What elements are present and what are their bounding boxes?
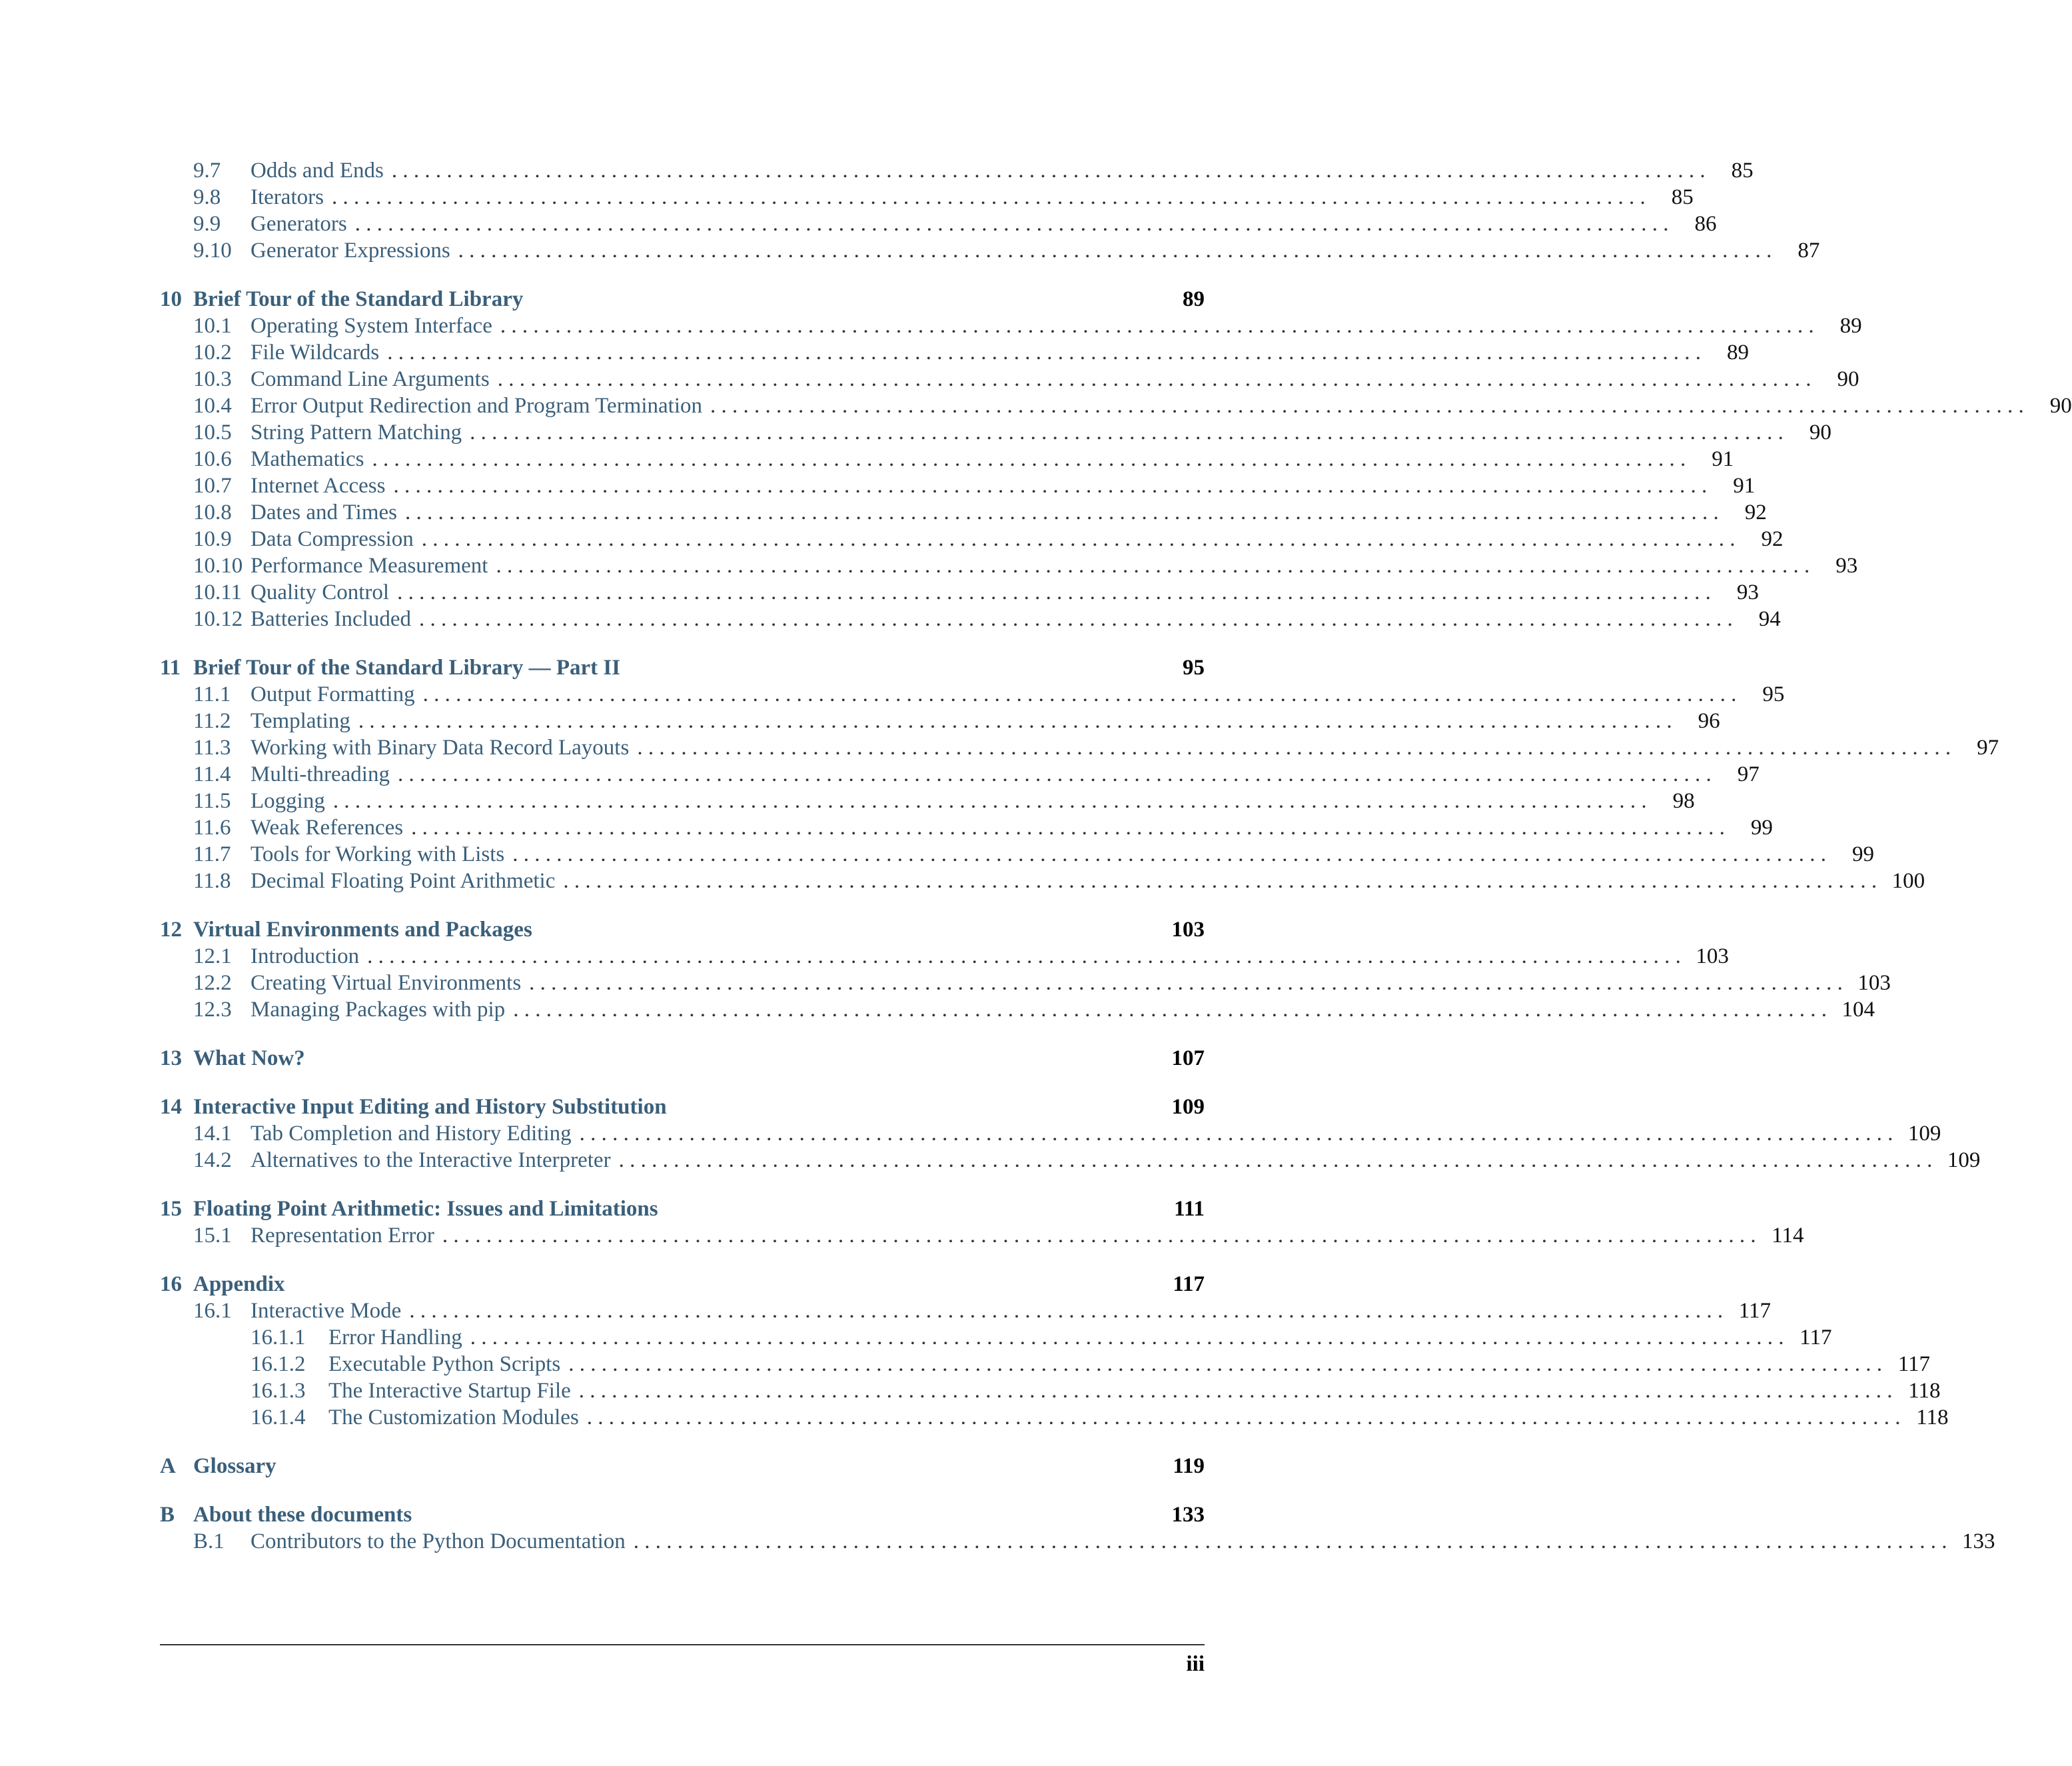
- toc-chap-link[interactable]: About these documents: [193, 1503, 412, 1527]
- toc-sec-number: 10.4: [193, 394, 232, 418]
- toc-chap-page-number: 117: [1173, 1272, 1205, 1296]
- toc-sec-number: 10.5: [193, 421, 232, 444]
- toc-sec-number: 10.3: [193, 367, 232, 391]
- dot-leader: . . . . . . . . . . . . . . . . . . . . . . . . . . . . . . . . . . . . . . . . . . . . . . . . . . . . . . . . . . . . . . . . . . . . . . . . . . . . . . . . . . . . . . . . . . . . . . . . . . . . . . . . . . . . . . . . . . . . . . . .: [421, 527, 1736, 551]
- toc-chapter-block: [160, 1196, 1804, 1249]
- dot-leader: . . . . . . . . . . . . . . . . . . . . . . . . . . . . . . . . . . . . . . . . . . . . . . . . . . . . . . . . . . . . . . . . . . . . . . . . . . . . . . . . . . . . . . . . . . . . . . . . . . . . . . . . . . . . . . . . . . . . . . . .: [633, 1529, 1947, 1553]
- toc-sec-link[interactable]: Interactive Mode: [251, 1299, 402, 1323]
- toc-sec-number: 10.2: [193, 341, 232, 365]
- toc-sub-link[interactable]: Executable Python Scripts: [328, 1352, 561, 1376]
- toc-sec-number: 12.1: [193, 944, 232, 968]
- toc-sec-page-number: 90: [1837, 367, 1859, 391]
- toc-sec-page-number: 92: [1744, 500, 1767, 524]
- toc-chap-link[interactable]: Appendix: [193, 1272, 285, 1296]
- toc-sec-link[interactable]: File Wildcards: [251, 341, 380, 365]
- toc-sec-page-number: 98: [1672, 789, 1695, 813]
- toc-sec-page-number: 93: [1736, 580, 1759, 604]
- toc-sec-page-number: 109: [1907, 1122, 1941, 1146]
- toc-sec-entry[interactable]: [160, 970, 1891, 996]
- dot-leader: . . . . . . . . . . . . . . . . . . . . . . . . . . . . . . . . . . . . . . . . . . . . . . . . . . . . . . . . . . . . . . . . . . . . . . . . . . . . . . . . . . . . . . . . . . . . . . . . . . . . . . . . . . . . . . . . . . . . . . . .: [497, 367, 1812, 391]
- toc-sec-link[interactable]: Templating: [251, 709, 350, 733]
- dot-leader: . . . . . . . . . . . . . . . . . . . . . . . . . . . . . . . . . . . . . . . . . . . . . . . . . . . . . . . . . . . . . . . . . . . . . . . . . . . . . . . . . . . . . . . . . . . . . . . . . . . . . . . . . . . . . . . . . . . . . . . .: [331, 185, 1646, 209]
- dot-leader: . . . . . . . . . . . . . . . . . . . . . . . . . . . . . . . . . . . . . . . . . . . . . . . . . . . . . . . . . . . . . . . . . . . . . . . . . . . . . . . . . . . . . . . . . . . . . . . . . . . . . . . . . . . . . . . . . . . . . . . .: [512, 842, 1827, 866]
- toc-sec-link[interactable]: Batteries Included: [251, 607, 411, 631]
- toc-sec-page-number: 85: [1731, 159, 1754, 183]
- toc-sec-link[interactable]: Output Formatting: [251, 682, 415, 706]
- toc-sec-number: 16.1: [193, 1299, 232, 1323]
- toc-sub-number: 16.1.1: [251, 1325, 306, 1349]
- toc-sec-entry[interactable]: [160, 868, 1925, 894]
- dot-leader: . . . . . . . . . . . . . . . . . . . . . . . . . . . . . . . . . . . . . . . . . . . . . . . . . . . . . . . . . . . . . . . . . . . . . . . . . . . . . . . . . . . . . . . . . . . . . . . . . . . . . . . . . . . . . . . . . . . . . . . .: [470, 421, 1784, 444]
- toc-sec-link[interactable]: Representation Error: [251, 1224, 434, 1248]
- toc-sec-page-number: 93: [1835, 554, 1858, 578]
- toc-sec-link[interactable]: Contributors to the Python Documentation: [251, 1529, 626, 1553]
- toc-chap-link[interactable]: Virtual Environments and Packages: [193, 918, 532, 942]
- dot-leader: . . . . . . . . . . . . . . . . . . . . . . . . . . . . . . . . . . . . . . . . . . . . . . . . . . . . . . . . . . . . . . . . . . . . . . . . . . . . . . . . . . . . . . . . . . . . . . . . . . . . . . . . . . . . . . . . . . . . . . . .: [411, 816, 1725, 840]
- toc-sec-link[interactable]: Introduction: [251, 944, 360, 968]
- toc-chapter-block: [160, 916, 1891, 1023]
- toc-sec-link[interactable]: Decimal Floating Point Arithmetic: [251, 869, 556, 893]
- toc-sec-page-number: 91: [1712, 447, 1734, 471]
- toc-sub-entry[interactable]: [160, 1377, 1941, 1404]
- toc-sec-number: 11.3: [193, 736, 231, 760]
- toc-sec-page-number: 90: [1809, 421, 1831, 444]
- toc-chap-entry[interactable]: [160, 1501, 1205, 1528]
- toc-sec-link[interactable]: Internet Access: [251, 474, 386, 498]
- toc-sec-entry[interactable]: [160, 552, 1858, 579]
- dot-leader: . . . . . . . . . . . . . . . . . . . . . . . . . . . . . . . . . . . . . . . . . . . . . . . . . . . . . . . . . . . . . . . . . . . . . . . . . . . . . . . . . . . . . . . . . . . . . . . . . . . . . . . . . . . . . . . . . . . . . . . .: [387, 341, 1702, 365]
- toc-sec-entry[interactable]: [160, 681, 1785, 708]
- toc-chap-link[interactable]: Interactive Input Editing and History Substitution: [193, 1095, 667, 1119]
- toc-chap-entry[interactable]: [160, 1453, 1205, 1479]
- dot-leader: . . . . . . . . . . . . . . . . . . . . . . . . . . . . . . . . . . . . . . . . . . . . . . . . . . . . . . . . . . . . . . . . . . . . . . . . . . . . . . . . . . . . . . . . . . . . . . . . . . . . . . . . . . . . . . . . . . . . . . . .: [568, 1352, 1883, 1376]
- toc-sec-entry[interactable]: [160, 788, 1695, 814]
- toc-sec-entry[interactable]: [160, 157, 1754, 184]
- toc-sec-number: 10.8: [193, 500, 232, 524]
- dot-leader: . . . . . . . . . . . . . . . . . . . . . . . . . . . . . . . . . . . . . . . . . . . . . . . . . . . . . . . . . . . . . . . . . . . . . . . . . . . . . . . . . . . . . . . . . . . . . . . . . . . . . . . . . . . . . . . . . . . . . . . .: [372, 447, 1686, 471]
- toc-sec-link[interactable]: Quality Control: [251, 580, 390, 604]
- toc-chap-page-number: 133: [1171, 1503, 1205, 1527]
- dot-leader: . . . . . . . . . . . . . . . . . . . . . . . . . . . . . . . . . . . . . . . . . . . . . . . . . . . . . . . . . . . . . . . . . . . . . . . . . . . . . . . . . . . . . . . . . . . . . . . . . . . . . . . . . . . . . . . . . . . . . . . .: [637, 736, 1951, 760]
- toc-sec-entry[interactable]: [160, 1298, 1772, 1324]
- toc-sec-page-number: 85: [1671, 185, 1694, 209]
- dot-leader: . . . . . . . . . . . . . . . . . . . . . . . . . . . . . . . . . . . . . . . . . . . . . . . . . . . . . . . . . . . . . . . . . . . . . . . . . . . . . . . . . . . . . . . . . . . . . . . . . . . . . . . . . . . . . . . . . . . . . . . .: [442, 1224, 1756, 1248]
- toc-sec-number: 10.9: [193, 527, 232, 551]
- table-of-contents: [160, 157, 2072, 1577]
- toc-sub-entry[interactable]: [160, 1404, 1949, 1431]
- toc-sec-number: 10.6: [193, 447, 232, 471]
- toc-sec-entry[interactable]: [160, 996, 1875, 1023]
- toc-sub-page-number: 117: [1800, 1325, 1832, 1349]
- toc-sec-number: 9.10: [193, 239, 232, 263]
- page-number: iii: [1186, 1652, 1205, 1676]
- toc-sec-number: 10.1: [193, 314, 232, 338]
- toc-sub-page-number: 118: [1916, 1405, 1949, 1429]
- toc-sec-page-number: 94: [1758, 607, 1781, 631]
- toc-sec-link[interactable]: Weak References: [251, 816, 404, 840]
- footer-rule: [160, 1644, 1205, 1645]
- toc-chap-number: B: [160, 1503, 175, 1527]
- toc-sec-entry[interactable]: [160, 419, 1831, 446]
- toc-sec-entry[interactable]: [160, 237, 1820, 264]
- toc-sec-link[interactable]: Generators: [251, 212, 347, 236]
- toc-chapter-block: [160, 1501, 1995, 1555]
- toc-sec-entry[interactable]: [160, 393, 2072, 419]
- toc-chap-number: 13: [160, 1046, 182, 1070]
- toc-sec-entry[interactable]: [160, 708, 1720, 734]
- toc-sec-entry[interactable]: [160, 841, 1875, 868]
- toc-sec-link[interactable]: Operating System Interface: [251, 314, 492, 338]
- dot-leader: . . . . . . . . . . . . . . . . . . . . . . . . . . . . . . . . . . . . . . . . . . . . . . . . . . . . . . . . . . . . . . . . . . . . . . . . . . . . . . . . . . . . . . . . . . . . . . . . . . . . . . . . . . . . . . . . . . . . . . . .: [419, 607, 1733, 631]
- toc-sec-entry[interactable]: [160, 606, 1781, 632]
- toc-sub-link[interactable]: The Interactive Startup File: [328, 1379, 571, 1403]
- toc-chap-number: 10: [160, 287, 182, 311]
- toc-sec-entry[interactable]: [160, 499, 1767, 526]
- toc-sec-entry[interactable]: [160, 339, 1750, 366]
- toc-chap-entry[interactable]: [160, 286, 1205, 313]
- toc-chapter-block: [160, 1094, 1981, 1174]
- toc-chap-page-number: 103: [1171, 918, 1205, 942]
- toc-sec-number: 11.4: [193, 762, 231, 786]
- toc-chapter-block: [160, 654, 1999, 894]
- toc-sec-page-number: 87: [1798, 239, 1820, 263]
- toc-sec-page-number: 103: [1696, 944, 1729, 968]
- toc-sec-number: 10.10: [193, 554, 243, 578]
- toc-sec-entry[interactable]: [160, 472, 1756, 499]
- dot-leader: . . . . . . . . . . . . . . . . . . . . . . . . . . . . . . . . . . . . . . . . . . . . . . . . . . . . . . . . . . . . . . . . . . . . . . . . . . . . . . . . . . . . . . . . . . . . . . . . . . . . . . . . . . . . . . . . . . . . . . . .: [710, 394, 2024, 418]
- toc-chap-number: 15: [160, 1197, 182, 1221]
- toc-sec-page-number: 90: [2049, 394, 2072, 418]
- toc-chap-number: A: [160, 1454, 176, 1478]
- toc-sec-link[interactable]: Data Compression: [251, 527, 414, 551]
- toc-sec-entry[interactable]: [160, 1147, 1981, 1174]
- dot-leader: . . . . . . . . . . . . . . . . . . . . . . . . . . . . . . . . . . . . . . . . . . . . . . . . . . . . . . . . . . . . . . . . . . . . . . . . . . . . . . . . . . . . . . . . . . . . . . . . . . . . . . . . . . . . . . . . . . . . . . . .: [513, 998, 1827, 1022]
- toc-chap-page-number: 89: [1183, 287, 1205, 311]
- toc-sec-link[interactable]: Managing Packages with pip: [251, 998, 506, 1022]
- toc-sec-page-number: 99: [1852, 842, 1875, 866]
- dot-leader: . . . . . . . . . . . . . . . . . . . . . . . . . . . . . . . . . . . . . . . . . . . . . . . . . . . . . . . . . . . . . . . . . . . . . . . . . . . . . . . . . . . . . . . . . . . . . . . . . . . . . . . . . . . . . . . . . . . . . . . .: [496, 554, 1810, 578]
- toc-sec-page-number: 89: [1839, 314, 1862, 338]
- toc-chap-entry[interactable]: [160, 1094, 1205, 1120]
- toc-sec-page-number: 109: [1947, 1148, 1981, 1172]
- toc-sec-number: 11.8: [193, 869, 231, 893]
- toc-sec-page-number: 97: [1737, 762, 1760, 786]
- toc-sec-link[interactable]: Tools for Working with Lists: [251, 842, 505, 866]
- toc-sec-page-number: 92: [1761, 527, 1784, 551]
- toc-sec-entry[interactable]: [160, 814, 1773, 841]
- toc-sec-number: 10.12: [193, 607, 243, 631]
- toc-sec-entry[interactable]: [160, 579, 1759, 606]
- toc-chap-link[interactable]: Brief Tour of the Standard Library: [193, 287, 524, 311]
- toc-sec-link[interactable]: Working with Binary Data Record Layouts: [251, 736, 630, 760]
- toc-sec-page-number: 86: [1694, 212, 1717, 236]
- dot-leader: . . . . . . . . . . . . . . . . . . . . . . . . . . . . . . . . . . . . . . . . . . . . . . . . . . . . . . . . . . . . . . . . . . . . . . . . . . . . . . . . . . . . . . . . . . . . . . . . . . . . . . . . . . . . . . . . . . . . . . . .: [354, 212, 1669, 236]
- dot-leader: . . . . . . . . . . . . . . . . . . . . . . . . . . . . . . . . . . . . . . . . . . . . . . . . . . . . . . . . . . . . . . . . . . . . . . . . . . . . . . . . . . . . . . . . . . . . . . . . . . . . . . . . . . . . . . . . . . . . . . . .: [409, 1299, 1724, 1323]
- toc-sub-link[interactable]: The Customization Modules: [328, 1405, 579, 1429]
- toc-sec-page-number: 99: [1750, 816, 1773, 840]
- toc-chapter-block: [160, 286, 2072, 632]
- dot-leader: . . . . . . . . . . . . . . . . . . . . . . . . . . . . . . . . . . . . . . . . . . . . . . . . . . . . . . . . . . . . . . . . . . . . . . . . . . . . . . . . . . . . . . . . . . . . . . . . . . . . . . . . . . . . . . . . . . . . . . . .: [397, 762, 1712, 786]
- dot-leader: . . . . . . . . . . . . . . . . . . . . . . . . . . . . . . . . . . . . . . . . . . . . . . . . . . . . . . . . . . . . . . . . . . . . . . . . . . . . . . . . . . . . . . . . . . . . . . . . . . . . . . . . . . . . . . . . . . . . . . . .: [500, 314, 1814, 338]
- toc-sub-number: 16.1.3: [251, 1379, 306, 1403]
- toc-chap-link[interactable]: Brief Tour of the Standard Library — Part II: [193, 656, 621, 680]
- toc-chap-number: 11: [160, 656, 181, 680]
- toc-chap-entry[interactable]: [160, 1196, 1205, 1222]
- toc-sec-entry[interactable]: [160, 313, 1862, 339]
- toc-sec-page-number: 104: [1841, 998, 1875, 1022]
- toc-sec-link[interactable]: Generator Expressions: [251, 239, 450, 263]
- toc-chap-page-number: 109: [1171, 1095, 1205, 1119]
- toc-chapter-block: [160, 1045, 1205, 1072]
- dot-leader: . . . . . . . . . . . . . . . . . . . . . . . . . . . . . . . . . . . . . . . . . . . . . . . . . . . . . . . . . . . . . . . . . . . . . . . . . . . . . . . . . . . . . . . . . . . . . . . . . . . . . . . . . . . . . . . . . . . . . . . .: [618, 1148, 1933, 1172]
- toc-sec-link[interactable]: Mathematics: [251, 447, 364, 471]
- toc-sec-link[interactable]: Odds and Ends: [251, 159, 384, 183]
- toc-chap-number: 14: [160, 1095, 182, 1119]
- toc-sec-link[interactable]: Iterators: [251, 185, 324, 209]
- toc-sec-entry[interactable]: [160, 1222, 1804, 1249]
- toc-sub-entry[interactable]: [160, 1324, 1832, 1351]
- toc-sec-page-number: 114: [1772, 1224, 1804, 1248]
- toc-chap-page-number: 95: [1183, 656, 1205, 680]
- dot-leader: . . . . . . . . . . . . . . . . . . . . . . . . . . . . . . . . . . . . . . . . . . . . . . . . . . . . . . . . . . . . . . . . . . . . . . . . . . . . . . . . . . . . . . . . . . . . . . . . . . . . . . . . . . . . . . . . . . . . . . . .: [391, 159, 1706, 183]
- dot-leader: . . . . . . . . . . . . . . . . . . . . . . . . . . . . . . . . . . . . . . . . . . . . . . . . . . . . . . . . . . . . . . . . . . . . . . . . . . . . . . . . . . . . . . . . . . . . . . . . . . . . . . . . . . . . . . . . . . . . . . . .: [332, 789, 1647, 813]
- toc-sec-link[interactable]: Command Line Arguments: [251, 367, 490, 391]
- toc-sec-number: 14.1: [193, 1122, 232, 1146]
- toc-sec-link[interactable]: Error Output Redirection and Program Termination: [251, 394, 702, 418]
- dot-leader: . . . . . . . . . . . . . . . . . . . . . . . . . . . . . . . . . . . . . . . . . . . . . . . . . . . . . . . . . . . . . . . . . . . . . . . . . . . . . . . . . . . . . . . . . . . . . . . . . . . . . . . . . . . . . . . . . . . . . . . .: [470, 1325, 1784, 1349]
- dot-leader: . . . . . . . . . . . . . . . . . . . . . . . . . . . . . . . . . . . . . . . . . . . . . . . . . . . . . . . . . . . . . . . . . . . . . . . . . . . . . . . . . . . . . . . . . . . . . . . . . . . . . . . . . . . . . . . . . . . . . . . .: [422, 682, 1737, 706]
- toc-sec-link[interactable]: Logging: [251, 789, 325, 813]
- toc-sec-page-number: 95: [1762, 682, 1785, 706]
- toc-sec-number: 9.8: [193, 185, 221, 209]
- toc-sec-entry[interactable]: [160, 446, 1734, 472]
- toc-sec-link[interactable]: String Pattern Matching: [251, 421, 462, 444]
- toc-sec-link[interactable]: Tab Completion and History Editing: [251, 1122, 572, 1146]
- dot-leader: . . . . . . . . . . . . . . . . . . . . . . . . . . . . . . . . . . . . . . . . . . . . . . . . . . . . . . . . . . . . . . . . . . . . . . . . . . . . . . . . . . . . . . . . . . . . . . . . . . . . . . . . . . . . . . . . . . . . . . . .: [397, 580, 1711, 604]
- toc-sec-link[interactable]: Performance Measurement: [251, 554, 488, 578]
- toc-sec-entry[interactable]: [160, 184, 1694, 211]
- toc-sec-entry[interactable]: [160, 1528, 1995, 1555]
- dot-leader: . . . . . . . . . . . . . . . . . . . . . . . . . . . . . . . . . . . . . . . . . . . . . . . . . . . . . . . . . . . . . . . . . . . . . . . . . . . . . . . . . . . . . . . . . . . . . . . . . . . . . . . . . . . . . . . . . . . . . . . .: [586, 1405, 1901, 1429]
- dot-leader: . . . . . . . . . . . . . . . . . . . . . . . . . . . . . . . . . . . . . . . . . . . . . . . . . . . . . . . . . . . . . . . . . . . . . . . . . . . . . . . . . . . . . . . . . . . . . . . . . . . . . . . . . . . . . . . . . . . . . . . .: [358, 709, 1672, 733]
- toc-sec-page-number: 117: [1738, 1299, 1772, 1323]
- dot-leader: . . . . . . . . . . . . . . . . . . . . . . . . . . . . . . . . . . . . . . . . . . . . . . . . . . . . . . . . . . . . . . . . . . . . . . . . . . . . . . . . . . . . . . . . . . . . . . . . . . . . . . . . . . . . . . . . . . . . . . . .: [579, 1122, 1893, 1146]
- toc-sec-entry[interactable]: [160, 366, 1859, 393]
- toc-sec-number: B.1: [193, 1529, 225, 1553]
- toc-chap-number: 12: [160, 918, 182, 942]
- toc-sec-entry[interactable]: [160, 734, 1999, 761]
- toc-sec-page-number: 100: [1891, 869, 1925, 893]
- toc-sub-number: 16.1.4: [251, 1405, 306, 1429]
- toc-chap-page-number: 111: [1174, 1197, 1205, 1221]
- dot-leader: . . . . . . . . . . . . . . . . . . . . . . . . . . . . . . . . . . . . . . . . . . . . . . . . . . . . . . . . . . . . . . . . . . . . . . . . . . . . . . . . . . . . . . . . . . . . . . . . . . . . . . . . . . . . . . . . . . . . . . . .: [529, 971, 1843, 995]
- toc-sec-number: 11.5: [193, 789, 231, 813]
- toc-chap-link[interactable]: Floating Point Arithmetic: Issues and Limitations: [193, 1197, 658, 1221]
- toc-sec-entry[interactable]: [160, 943, 1729, 970]
- toc-chap-page-number: 119: [1173, 1454, 1205, 1478]
- toc-sec-number: 11.1: [193, 682, 231, 706]
- toc-sec-page-number: 103: [1857, 971, 1891, 995]
- toc-chap-entry[interactable]: [160, 654, 1205, 681]
- toc-chap-number: 16: [160, 1272, 182, 1296]
- toc-chapter-block: [160, 1453, 1205, 1479]
- toc-sec-entry[interactable]: [160, 1120, 1941, 1147]
- toc-sec-entry[interactable]: [160, 761, 1760, 788]
- toc-sec-number: 11.7: [193, 842, 231, 866]
- toc-chap-link[interactable]: What Now?: [193, 1046, 305, 1070]
- toc-sec-number: 12.3: [193, 998, 232, 1022]
- toc-sec-number: 14.2: [193, 1148, 232, 1172]
- toc-sec-link[interactable]: Multi-threading: [251, 762, 390, 786]
- toc-sub-link[interactable]: Error Handling: [328, 1325, 462, 1349]
- toc-sec-page-number: 133: [1962, 1529, 1995, 1553]
- dot-leader: . . . . . . . . . . . . . . . . . . . . . . . . . . . . . . . . . . . . . . . . . . . . . . . . . . . . . . . . . . . . . . . . . . . . . . . . . . . . . . . . . . . . . . . . . . . . . . . . . . . . . . . . . . . . . . . . . . . . . . . .: [393, 474, 1708, 498]
- toc-sec-link[interactable]: Creating Virtual Environments: [251, 971, 522, 995]
- dot-leader: . . . . . . . . . . . . . . . . . . . . . . . . . . . . . . . . . . . . . . . . . . . . . . . . . . . . . . . . . . . . . . . . . . . . . . . . . . . . . . . . . . . . . . . . . . . . . . . . . . . . . . . . . . . . . . . . . . . . . . . .: [578, 1379, 1893, 1403]
- toc-sec-page-number: 89: [1727, 341, 1750, 365]
- toc-sub-number: 16.1.2: [251, 1352, 306, 1376]
- toc-sec-entry[interactable]: [160, 526, 1784, 552]
- toc-chap-entry[interactable]: [160, 1271, 1205, 1298]
- toc-chap-entry[interactable]: [160, 916, 1205, 943]
- toc-sec-link[interactable]: Dates and Times: [251, 500, 398, 524]
- toc-sec-number: 11.2: [193, 709, 231, 733]
- toc-sec-number: 11.6: [193, 816, 231, 840]
- toc-sec-number: 12.2: [193, 971, 232, 995]
- toc-sec-link[interactable]: Alternatives to the Interactive Interpreter: [251, 1148, 611, 1172]
- toc-chapter-block: [160, 1271, 1949, 1431]
- toc-sec-page-number: 96: [1698, 709, 1720, 733]
- toc-sec-number: 10.11: [193, 580, 243, 604]
- toc-sec-number: 15.1: [193, 1224, 232, 1248]
- toc-sub-page-number: 117: [1897, 1352, 1931, 1376]
- toc-chap-page-number: 107: [1171, 1046, 1205, 1070]
- toc-sec-number: 10.7: [193, 474, 232, 498]
- toc-sec-entry[interactable]: [160, 211, 1717, 237]
- toc-sec-page-number: 91: [1733, 474, 1756, 498]
- dot-leader: . . . . . . . . . . . . . . . . . . . . . . . . . . . . . . . . . . . . . . . . . . . . . . . . . . . . . . . . . . . . . . . . . . . . . . . . . . . . . . . . . . . . . . . . . . . . . . . . . . . . . . . . . . . . . . . . . . . . . . . .: [367, 944, 1681, 968]
- dot-leader: . . . . . . . . . . . . . . . . . . . . . . . . . . . . . . . . . . . . . . . . . . . . . . . . . . . . . . . . . . . . . . . . . . . . . . . . . . . . . . . . . . . . . . . . . . . . . . . . . . . . . . . . . . . . . . . . . . . . . . . .: [405, 500, 1719, 524]
- toc-chap-link[interactable]: Glossary: [193, 1454, 276, 1478]
- toc-sec-page-number: 97: [1977, 736, 1999, 760]
- dot-leader: . . . . . . . . . . . . . . . . . . . . . . . . . . . . . . . . . . . . . . . . . . . . . . . . . . . . . . . . . . . . . . . . . . . . . . . . . . . . . . . . . . . . . . . . . . . . . . . . . . . . . . . . . . . . . . . . . . . . . . . .: [563, 869, 1877, 893]
- dot-leader: . . . . . . . . . . . . . . . . . . . . . . . . . . . . . . . . . . . . . . . . . . . . . . . . . . . . . . . . . . . . . . . . . . . . . . . . . . . . . . . . . . . . . . . . . . . . . . . . . . . . . . . . . . . . . . . . . . . . . . . .: [458, 239, 1772, 263]
- toc-chapter-block: [160, 157, 1820, 264]
- toc-sec-number: 9.9: [193, 212, 221, 236]
- toc-sub-entry[interactable]: [160, 1351, 1931, 1377]
- toc-sub-page-number: 118: [1908, 1379, 1941, 1403]
- toc-chap-entry[interactable]: [160, 1045, 1205, 1072]
- toc-sec-number: 9.7: [193, 159, 221, 183]
